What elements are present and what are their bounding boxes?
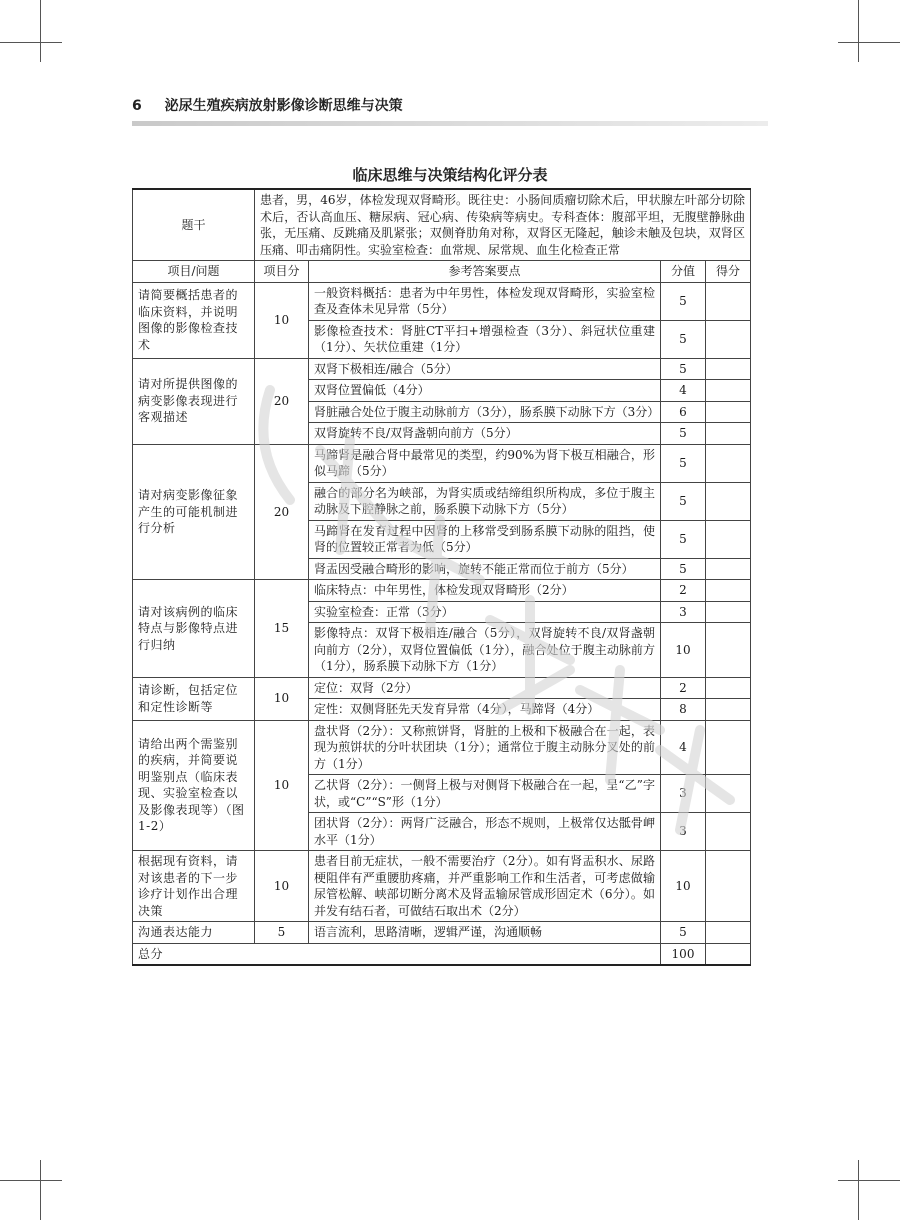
got-score-cell <box>706 720 751 775</box>
crop-mark <box>858 1160 859 1220</box>
item-score-cell: 15 <box>255 580 309 678</box>
answer-cell: 肾脏融合处位于腹主动脉前方（3分），肠系膜下动脉下方（3分） <box>309 401 661 423</box>
got-score-cell <box>706 677 751 699</box>
crop-mark <box>838 1180 900 1181</box>
question-cell: 请诊断，包括定位和定性诊断等 <box>133 677 255 720</box>
crop-mark <box>0 42 62 43</box>
got-score-cell <box>706 482 751 520</box>
question-cell: 请对所提供图像的病变影像表现进行客观描述 <box>133 358 255 444</box>
total-row <box>133 943 751 965</box>
item-score-cell: 10 <box>255 677 309 720</box>
value-cell: 3 <box>661 601 706 623</box>
running-header <box>132 95 403 115</box>
crop-mark <box>858 0 859 62</box>
value-cell: 3 <box>661 775 706 813</box>
header-rule <box>132 121 768 126</box>
item-score-cell: 10 <box>255 282 309 358</box>
total-label: 总分 <box>133 943 661 965</box>
communication-value: 5 <box>661 922 706 944</box>
value-cell: 5 <box>661 282 706 320</box>
got-score-cell <box>706 320 751 358</box>
crop-mark <box>838 42 900 43</box>
answer-cell: 马蹄肾在发育过程中因肾的上移常受到肠系膜下动脉的阻挡，使肾的位置较正常者为低（5分） <box>309 520 661 558</box>
value-cell: 2 <box>661 677 706 699</box>
value-cell: 4 <box>661 720 706 775</box>
scoring-table-body <box>133 189 751 965</box>
item-score-cell: 20 <box>255 358 309 444</box>
value-cell: 5 <box>661 444 706 482</box>
total-value: 100 <box>661 943 706 965</box>
question-cell: 请简要概括患者的临床资料，并说明图像的影像检查技术 <box>133 282 255 358</box>
table-row <box>133 677 751 699</box>
answer-cell: 影像特点：双肾下极相连/融合（5分），双肾旋转不良/双肾盏朝向前方（2分），双肾位置偏低（1分），融合处位于腹主动脉前方（1分），肠系膜下动脉下方（1分） <box>309 623 661 678</box>
got-score-cell <box>706 851 751 922</box>
got-score-cell <box>706 775 751 813</box>
item-score-cell: 10 <box>255 720 309 851</box>
got-score-cell <box>706 282 751 320</box>
communication-label: 沟通表达能力 <box>133 922 255 944</box>
answer-cell: 双肾下极相连/融合（5分） <box>309 358 661 380</box>
item-score-cell: 20 <box>255 444 309 580</box>
table-row <box>133 851 751 922</box>
answer-cell: 双肾位置偏低（4分） <box>309 380 661 402</box>
answer-cell: 患者目前无症状，一般不需要治疗（2分）。如有肾盂积水、尿路梗阻伴有严重腰肋疼痛，并严重影响工作和生活者，可考虑做输尿管松解、峡部切断分离术及肾盂输尿管成形固定术（6分）。如并发有结石者，可做结石取出术（2分） <box>309 851 661 922</box>
value-cell: 10 <box>661 851 706 922</box>
answer-cell: 融合的部分名为峡部，为肾实质或结缔组织所构成，多位于腹主动脉及下腔静脉之前，肠系膜下动脉下方（5分） <box>309 482 661 520</box>
value-cell: 3 <box>661 813 706 851</box>
answer-cell: 临床特点：中年男性，体检发现双肾畸形（2分） <box>309 580 661 602</box>
value-cell: 5 <box>661 423 706 445</box>
question-cell: 根据现有资料，请对该患者的下一步诊疗计划作出合理决策 <box>133 851 255 922</box>
table-row <box>133 282 751 320</box>
got-score-cell <box>706 358 751 380</box>
scoring-table <box>132 188 751 966</box>
crop-mark <box>0 1180 62 1181</box>
got-score-cell <box>706 601 751 623</box>
crop-mark <box>40 0 41 62</box>
communication-text: 语言流利，思路清晰，逻辑严谨，沟通顺畅 <box>309 922 661 944</box>
got-score-cell <box>706 401 751 423</box>
got-score-cell <box>706 922 751 944</box>
question-cell: 请对该病例的临床特点与影像特点进行归纳 <box>133 580 255 678</box>
answer-cell: 定位：双肾（2分） <box>309 677 661 699</box>
answer-cell: 影像检查技术：肾脏CT平扫+增强检查（3分）、斜冠状位重建（1分）、矢状位重建（1分） <box>309 320 661 358</box>
got-score-cell <box>706 444 751 482</box>
answer-cell: 团状肾（2分）：两肾广泛融合，形态不规则，上极常仅达骶骨岬水平（1分） <box>309 813 661 851</box>
value-cell: 2 <box>661 580 706 602</box>
col-header-answer: 参考答案要点 <box>309 261 661 283</box>
stem-label: 题干 <box>133 189 255 261</box>
communication-score: 5 <box>255 922 309 944</box>
value-cell: 5 <box>661 358 706 380</box>
got-score-cell <box>706 423 751 445</box>
got-score-cell <box>706 623 751 678</box>
value-cell: 5 <box>661 320 706 358</box>
got-score-cell <box>706 580 751 602</box>
col-header-got: 得分 <box>706 261 751 283</box>
got-score-cell <box>706 943 751 965</box>
header-row <box>133 261 751 283</box>
book-title: 泌尿生殖疾病放射影像诊断思维与决策 <box>164 98 403 114</box>
got-score-cell <box>706 380 751 402</box>
value-cell: 10 <box>661 623 706 678</box>
table-row <box>133 720 751 775</box>
col-header-score: 项目分 <box>255 261 309 283</box>
table-row <box>133 580 751 602</box>
crop-mark <box>40 1160 41 1220</box>
value-cell: 8 <box>661 699 706 721</box>
answer-cell: 一般资料概括：患者为中年男性，体检发现双肾畸形，实验室检查及查体未见异常（5分） <box>309 282 661 320</box>
value-cell: 5 <box>661 520 706 558</box>
table-row <box>133 444 751 482</box>
answer-cell: 乙状肾（2分）：一侧肾上极与对侧肾下极融合在一起，呈“乙”字状，或“C”“S”形（1分） <box>309 775 661 813</box>
answer-cell: 马蹄肾是融合肾中最常见的类型，约90%为肾下极互相融合，形似马蹄（5分） <box>309 444 661 482</box>
table-row <box>133 358 751 380</box>
value-cell: 6 <box>661 401 706 423</box>
stem-row <box>133 189 751 261</box>
value-cell: 4 <box>661 380 706 402</box>
page-number: 6 <box>132 98 142 114</box>
communication-row <box>133 922 751 944</box>
table-title: 临床思维与决策结构化评分表 <box>352 166 548 184</box>
answer-cell: 实验室检查：正常（3分） <box>309 601 661 623</box>
answer-cell: 肾盂因受融合畸形的影响，旋转不能正常而位于前方（5分） <box>309 558 661 580</box>
answer-cell: 定性：双侧肾胚先天发育异常（4分），马蹄肾（4分） <box>309 699 661 721</box>
answer-cell: 双肾旋转不良/双肾盏朝向前方（5分） <box>309 423 661 445</box>
got-score-cell <box>706 558 751 580</box>
col-header-item: 项目/问题 <box>133 261 255 283</box>
got-score-cell <box>706 813 751 851</box>
col-header-value: 分值 <box>661 261 706 283</box>
value-cell: 5 <box>661 482 706 520</box>
value-cell: 5 <box>661 558 706 580</box>
question-cell: 请给出两个需鉴别的疾病，并简要说明鉴别点（临床表现、实验室检查以及影像表现等）（图1-2） <box>133 720 255 851</box>
stem-text: 患者，男，46岁，体检发现双肾畸形。既往史：小肠间质瘤切除术后，甲状腺左叶部分切除术后，否认高血压、糖尿病、冠心病、传染病等病史。专科查体：腹部平坦，无腹壁静脉曲张，无压痛、反跳痛及肌紧张；双侧脊肋角对称，双肾区无隆起，触诊未触及包块，双肾区压痛、叩击痛阴性。实验室检查：血常规、尿常规、血生化检查正常 <box>255 189 751 261</box>
got-score-cell <box>706 699 751 721</box>
question-cell: 请对病变影像征象产生的可能机制进行分析 <box>133 444 255 580</box>
item-score-cell: 10 <box>255 851 309 922</box>
answer-cell: 盘状肾（2分）：又称煎饼肾，肾脏的上极和下极融合在一起，表现为煎饼状的分叶状团块（1分）；通常位于腹主动脉分叉处的前方（1分） <box>309 720 661 775</box>
got-score-cell <box>706 520 751 558</box>
